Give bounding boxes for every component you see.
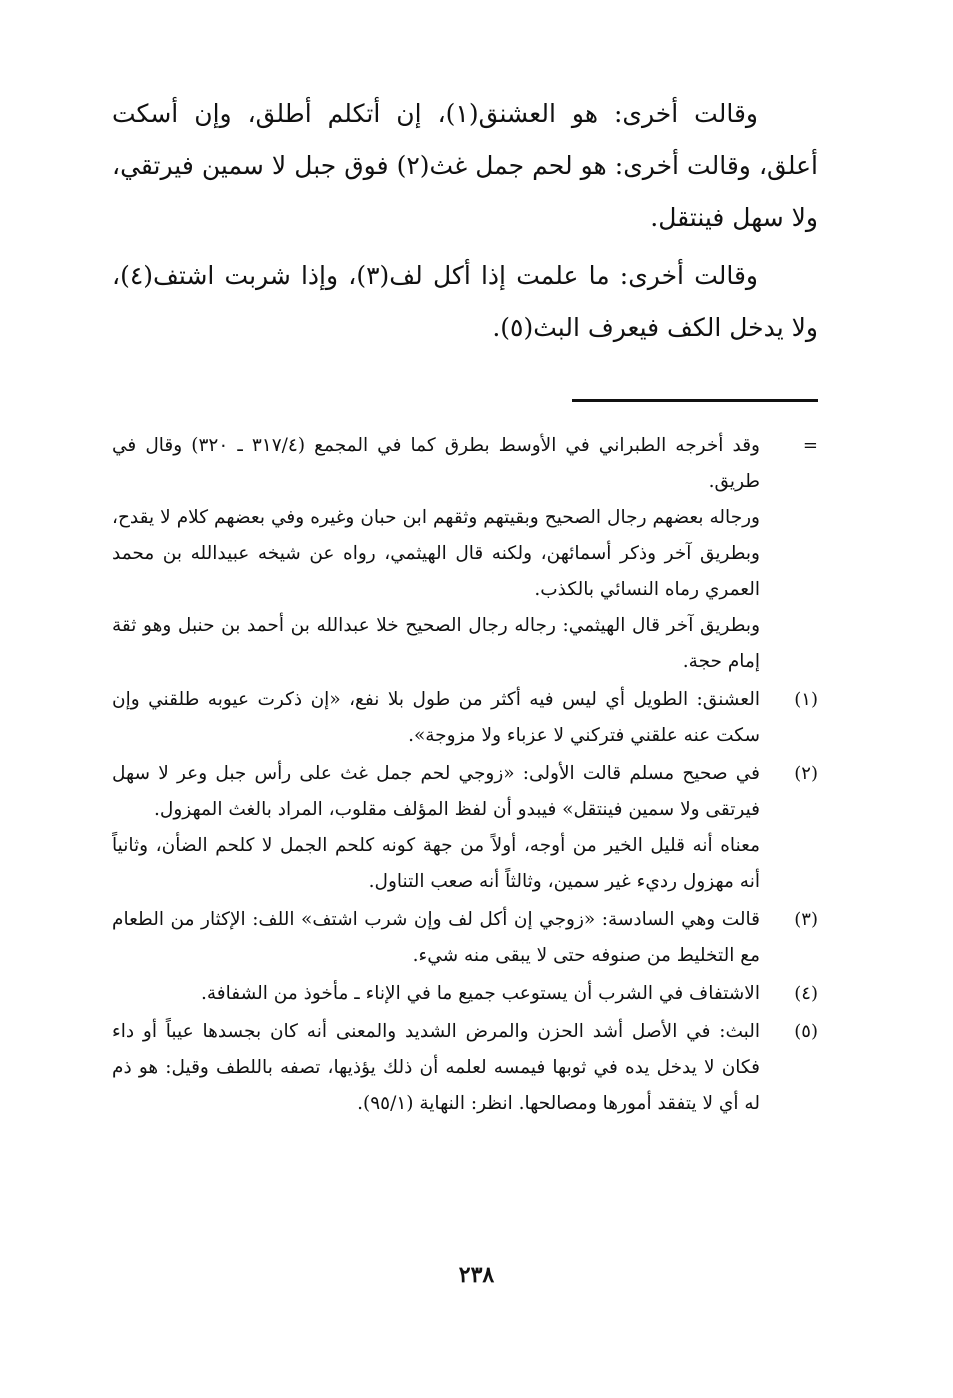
footnote-continuation (112, 428, 818, 680)
footnote-body (112, 1014, 760, 1122)
main-paragraph-2: وقالت أخرى: ما علمت إذا أكل لف(٣)، وإذا شربت اشتف(٤)، ولا يدخل الكف فيعرف البث(٥). (112, 261, 818, 342)
footnote-marker: (٤) (794, 983, 818, 1004)
footnote-body (112, 428, 760, 680)
footnote-body (112, 902, 760, 974)
footnote-marker: (٥) (794, 1021, 818, 1042)
footnote-paragraph: العشنق: الطويل أي ليس فيه أكثر من طول بلا نفع، «إن ذكرت عيوبه طلقني وإن سكت عنه علقني فتركني لا عزباء ولا مزوجة». (112, 689, 760, 746)
footnote-paragraph: معناه أنه قليل الخير من أوجه، أولاً من جهة كونه كلحم الجمل لا كلحم الضأن، وثانياً أنه مهزول رديء غير سمين، وثالثاً أنه صعب التناول. (112, 835, 760, 892)
footnote-body (112, 682, 760, 754)
footnote-paragraph: في صحيح مسلم قالت الأولى: «زوجي لحم جمل غث على رأس جبل وعر لا سهل فيرتقى ولا سمين فينتقل» فيبدو أن لفظ المؤلف مقلوب، المراد بالغث المهزول. (112, 763, 760, 820)
main-text (112, 88, 818, 354)
footnote-separator (572, 399, 818, 402)
footnote-body (112, 756, 760, 900)
footnote-marker: (١) (794, 689, 818, 710)
footnotes (112, 428, 818, 1122)
footnote-paragraph: البث: في الأصل أشد الحزن والمرض الشديد والمعنى أنه كان بجسدها عيباً أو داء فكان لا يدخل يده في ثوبها فيمسه لعلمه أن ذلك يؤذيها، تصفه باللطف وقيل: هو ذم له أي لا يتفقد أمورها ومصالحها. انظر: النهاية (٩٥/١). (112, 1021, 760, 1114)
footnote-paragraph: الاشتفاف في الشرب أن يستوعب جميع ما في الإناء ـ مأخوذ من الشفافة. (200, 983, 760, 1004)
footnote-body (112, 976, 760, 1012)
page-number: ٢٣٨ (458, 1262, 495, 1288)
footnote-paragraph: قالت وهي السادسة: «زوجي إن أكل لف وإن شرب اشتف» اللف: الإكثار من الطعام مع التخليط من صنوفه حتى لا يبقى منه شيء. (112, 909, 760, 966)
footnote-1 (112, 682, 818, 754)
footnote-marker: (٣) (794, 909, 818, 930)
footnote-paragraph: ورجاله بعضهم رجال الصحيح وبقيتهم وثقهم ابن حبان وغيره وفي بعضهم كلام لا يقدح، وبطريق آخر وذكر أسمائهن، ولكنه قال الهيثمي، رواه عن شيخه عبيدالله بن محمد العمري رماه النسائي بالكذب. (112, 507, 760, 600)
footnote-paragraph: وقد أخرجه الطبراني في الأوسط بطرق كما في المجمع (٣١٧/٤ ـ ٣٢٠) وقال في طريق. (112, 435, 760, 492)
footnote-marker: (٢) (794, 763, 818, 784)
main-paragraph-1: وقالت أخرى: هو العشنق(١)، إن أتكلم أطلق، وإن أسكت أعلق، وقالت أخرى: هو لحم جمل غث(٢) فوق جبل لا سمين فيرتقي، ولا سهل فينتقل. (112, 99, 819, 232)
footnote-3 (112, 902, 818, 974)
footnote-5 (112, 1014, 818, 1122)
footnote-2 (112, 756, 818, 900)
footnote-marker: = (802, 435, 818, 456)
footnote-4 (112, 976, 818, 1012)
footnote-paragraph: وبطريق آخر قال الهيثمي: رجاله رجال الصحيح خلا عبدالله بن أحمد بن حنبل وهو ثقة إمام حجة. (112, 615, 760, 672)
